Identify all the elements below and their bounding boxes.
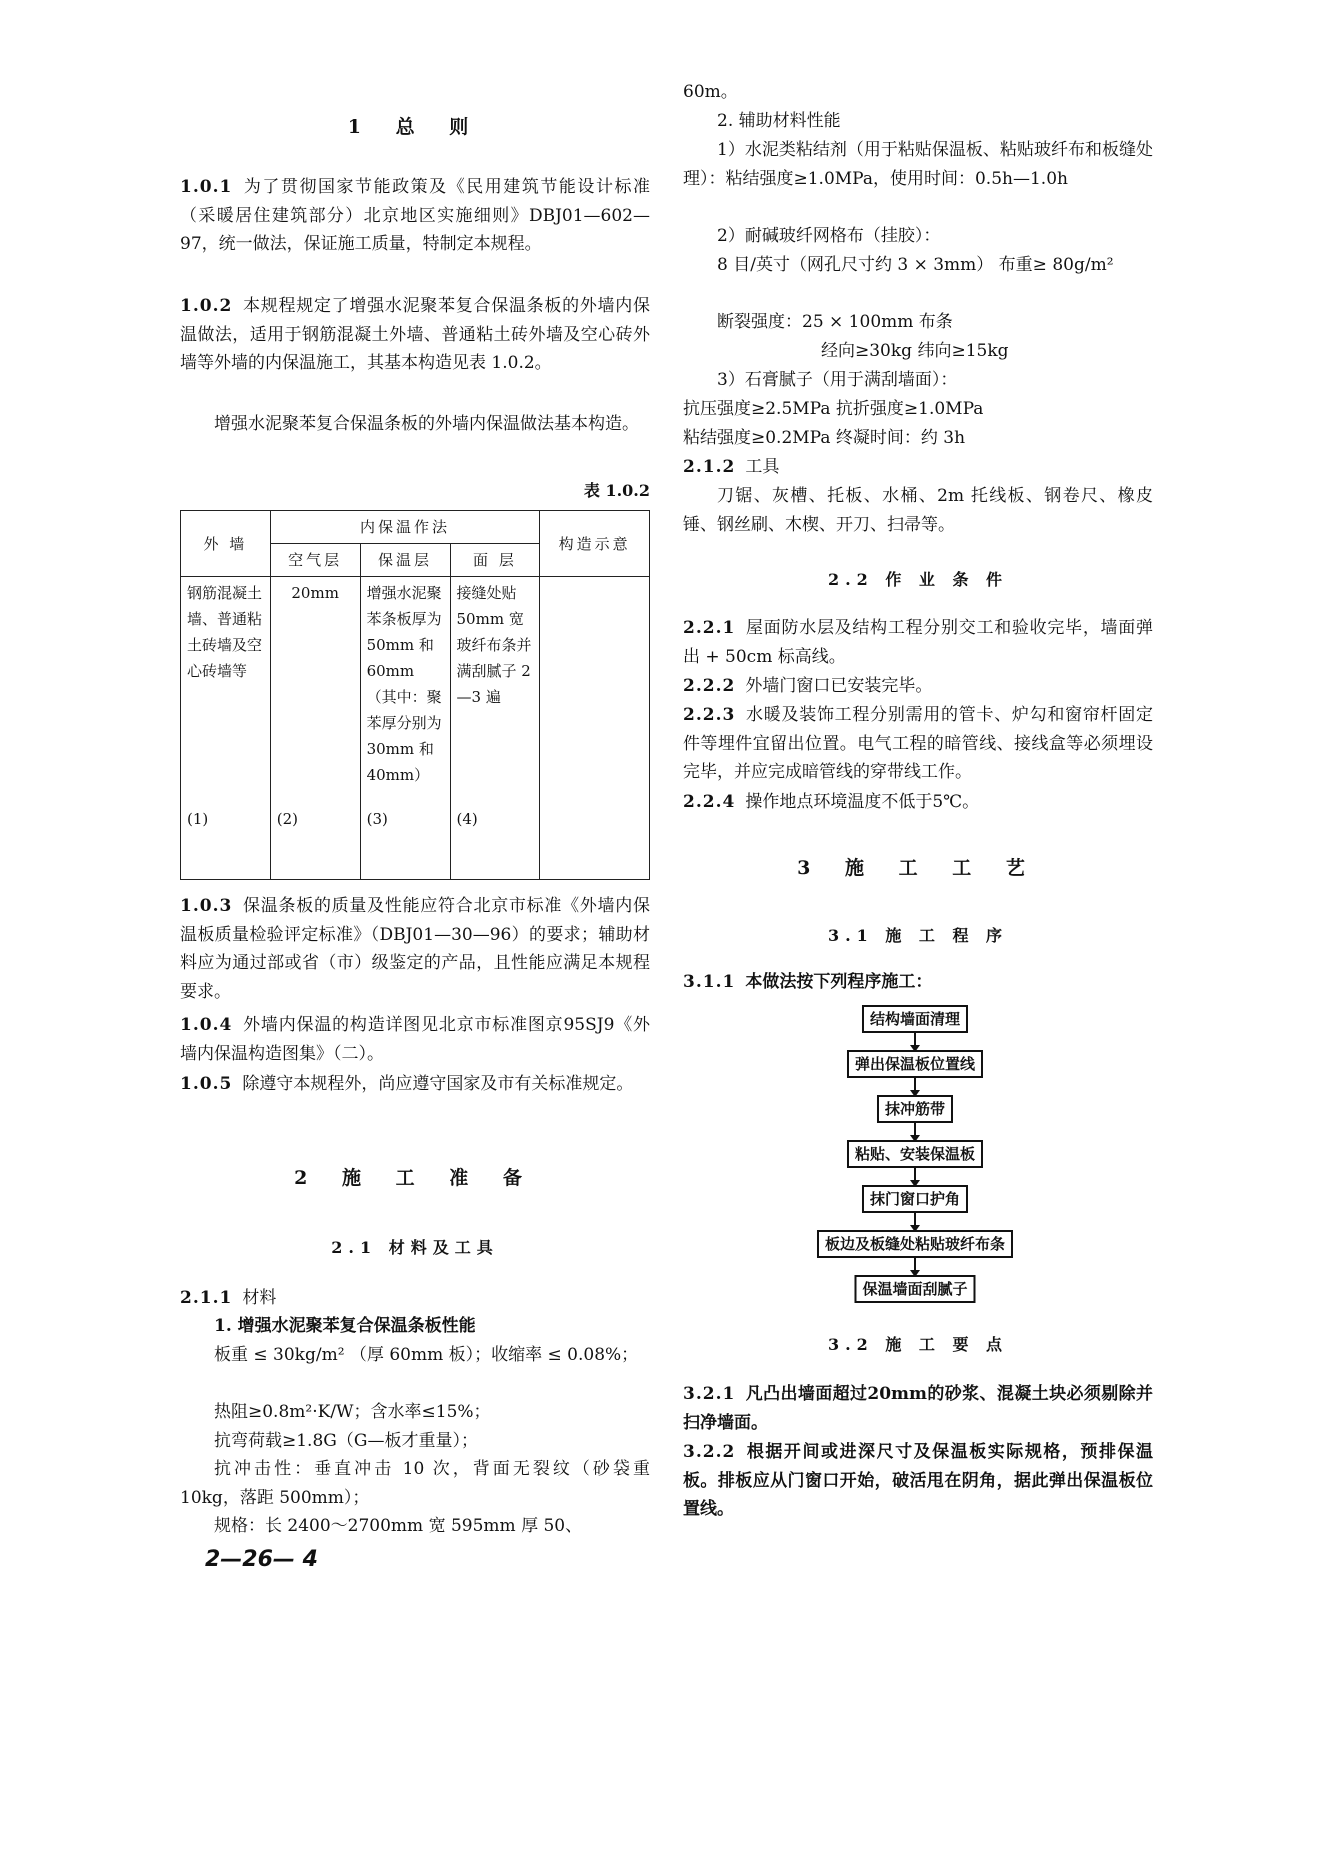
clause-number: 2.2.2 xyxy=(683,676,736,696)
clause-text: 保温条板的质量及性能应符合北京市标准《外墙内保温板质量检验评定标准》（DBJ01—30—96）的要求；辅助材料应为通过部或省（市）级鉴定的产品，且性能应满足本规程要求。 xyxy=(180,896,650,1002)
clause-number: 3.2.2 xyxy=(683,1442,736,1462)
flow-arrow xyxy=(914,1032,916,1046)
section-3-2-title: 3.2 施 工 要 点 xyxy=(827,1335,1009,1354)
flow-step-1: 结构墙面清理 xyxy=(862,1005,968,1033)
chapter-3-title: 3 施 工 工 艺 xyxy=(797,857,1039,879)
flow-step-4: 粘贴、安装保温板 xyxy=(847,1140,983,1168)
clause-text: 外墙门窗口已安装完毕。 xyxy=(745,676,933,696)
page-number: 2—26— 4 xyxy=(205,1547,318,1572)
clause-2-1-2 xyxy=(683,453,1153,482)
section-3-1-title: 3.1 施 工 程 序 xyxy=(827,926,1009,945)
tools-list: 刀锯、灰槽、托板、水桶、2m 托线板、钢卷尺、橡皮锤、钢丝刷、木楔、开刀、扫帚等。 xyxy=(683,486,1153,535)
clause-text: 根据开间或进深尺寸及保温板实际规格，预排保温板。排板应从门窗口开始，破活甩在阴角，据此弹出保温板位置线。 xyxy=(683,1442,1153,1519)
clause-number: 1.0.5 xyxy=(180,1074,233,1094)
table-cell-insulation-layer xyxy=(360,577,450,880)
clause-text: 外墙内保温的构造详图见北京市标准图京95SJ9《外墙内保温构造图集》（二）。 xyxy=(180,1015,650,1064)
clause-3-2-1 xyxy=(683,1380,1153,1437)
clause-2-2-4 xyxy=(683,788,1153,817)
cell-text: 钢筋混凝土墙、普通粘土砖墙及空心砖墙等 xyxy=(187,584,263,680)
flow-arrow xyxy=(914,1167,916,1181)
section-2-2-title: 2.2 作 业 条 件 xyxy=(827,570,1009,589)
flow-arrow xyxy=(914,1212,916,1226)
clause-2-2-3 xyxy=(683,701,1153,787)
clause-text: 本做法按下列程序施工： xyxy=(745,972,933,992)
material-2-mesh: 2）耐碱玻纤网格布（挂胶）： xyxy=(717,226,941,246)
section-2-1-title: 2.1 材料及工具 xyxy=(331,1238,499,1257)
clause-2-2-2 xyxy=(683,672,1153,701)
clause-number: 1.0.1 xyxy=(180,177,233,197)
clause-1-0-1 xyxy=(180,173,650,259)
material-2-title: 2. 辅助材料性能 xyxy=(717,111,841,131)
cell-text: 20mm xyxy=(291,584,339,602)
material-1-spec: 规格：长 2400～2700mm 宽 595mm 厚 50、 xyxy=(214,1516,583,1536)
clause-text: 凡凸出墙面超过20mm的砂浆、混凝土块必须剔除并扫净墙面。 xyxy=(683,1384,1153,1433)
chapter-2-title: 2 施 工 准 备 xyxy=(294,1167,536,1189)
table-cell-face-layer xyxy=(450,577,540,880)
table-cell-outer-wall xyxy=(181,577,271,880)
clause-number: 3.1.1 xyxy=(683,972,736,992)
flow-arrow xyxy=(914,1077,916,1091)
cell-index: (1) xyxy=(187,810,209,828)
clause-3-2-2 xyxy=(683,1438,1153,1524)
flow-arrow xyxy=(914,1257,916,1271)
material-2-putty: 3）石膏腻子（用于满刮墙面）： xyxy=(717,370,958,390)
clause-number: 1.0.2 xyxy=(180,296,233,316)
material-1-title: 1. 增强水泥聚苯复合保温条板性能 xyxy=(214,1316,476,1336)
clause-text: 操作地点环境温度不低于5℃。 xyxy=(745,792,980,812)
clause-2-2-1 xyxy=(683,614,1153,671)
table-header-diagram: 构造示意 xyxy=(540,511,650,577)
spec-continuation: 60m。 xyxy=(683,82,738,102)
clause-number: 3.2.1 xyxy=(683,1384,736,1404)
material-2-putty-bond: 粘结强度≥0.2MPa 终凝时间：约 3h xyxy=(683,428,966,448)
clause-1-0-3 xyxy=(180,892,650,1006)
material-2-mesh-direction: 经向≥30kg 纬向≥15kg xyxy=(821,341,1009,361)
cell-index: (4) xyxy=(456,810,478,828)
clause-1-0-2-note: 增强水泥聚苯复合保温条板的外墙内保温做法基本构造。 xyxy=(214,414,639,434)
clause-text: 除遵守本规程外，尚应遵守国家及市有关标准规定。 xyxy=(242,1074,634,1094)
clause-text: 水暖及装饰工程分别需用的管卡、炉勾和窗帘杆固定件等埋件宜留出位置。电气工程的暗管线、接线盒等必须埋设完毕，并应完成暗管线的穿带线工作。 xyxy=(683,705,1153,782)
cell-text: 增强水泥聚苯条板厚为50mm 和60mm（其中：聚苯厚分别为30mm 和40mm） xyxy=(366,584,442,784)
construction-table xyxy=(180,510,650,880)
flow-step-6: 板边及板缝处粘贴玻纤布条 xyxy=(817,1230,1013,1258)
clause-number: 2.1.2 xyxy=(683,457,736,477)
material-2-putty-compressive: 抗压强度≥2.5MPa 抗折强度≥1.0MPa xyxy=(683,399,984,419)
clause-number: 2.2.1 xyxy=(683,618,736,638)
clause-text: 为了贯彻国家节能政策及《民用建筑节能设计标准（采暖居住建筑部分）北京地区实施细则》DBJ01—602—97，统一做法，保证施工质量，特制定本规程。 xyxy=(180,177,650,254)
clause-number: 1.0.4 xyxy=(180,1015,233,1035)
material-2-adhesive: 1）水泥类粘结剂（用于粘贴保温板、粘贴玻纤布和板缝处理）：粘结强度≥1.0MPa，使用时间：0.5h—1.0h xyxy=(683,140,1153,189)
table-cell-air-layer xyxy=(270,577,360,880)
clause-1-0-5 xyxy=(180,1070,650,1099)
material-1-impact: 抗冲击性：垂直冲击 10 次，背面无裂纹（砂袋重 10kg，落距 500mm）； xyxy=(180,1459,650,1508)
material-1-thermal: 热阻≥0.8m²·K/W；含水率≤15%； xyxy=(214,1402,491,1422)
clause-text: 工具 xyxy=(745,457,780,477)
table-cell-diagram xyxy=(540,577,650,880)
clause-1-0-4 xyxy=(180,1011,650,1068)
material-2-mesh-strength: 断裂强度：25 × 100mm 布条 xyxy=(717,312,953,332)
flow-step-3: 抹冲筋带 xyxy=(877,1095,953,1123)
clause-2-1-1 xyxy=(180,1284,650,1313)
clause-1-0-2 xyxy=(180,292,650,378)
table-header-air-layer: 空气层 xyxy=(270,544,360,577)
flow-step-7: 保温墙面刮腻子 xyxy=(854,1275,975,1303)
flow-arrow xyxy=(914,1122,916,1136)
table-label: 表 1.0.2 xyxy=(583,481,650,500)
clause-number: 2.2.4 xyxy=(683,792,736,812)
clause-3-1-1 xyxy=(683,968,1153,997)
clause-text: 本规程规定了增强水泥聚苯复合保温条板的外墙内保温做法，适用于钢筋混凝土外墙、普通粘土砖外墙及空心砖外墙等外墙的内保温施工，其基本构造见表 1.0.2。 xyxy=(180,296,650,373)
flow-step-5: 抹门窗口护角 xyxy=(862,1185,968,1213)
table-header-face-layer: 面 层 xyxy=(450,544,540,577)
clause-text: 材料 xyxy=(242,1288,277,1308)
table-header-outer-wall: 外 墙 xyxy=(181,511,271,577)
clause-number: 2.2.3 xyxy=(683,705,736,725)
cell-index: (2) xyxy=(276,810,298,828)
clause-number: 1.0.3 xyxy=(180,896,233,916)
material-2-mesh-weight: 8 目/英寸（网孔尺寸约 3 × 3mm） 布重≥ 80g/m² xyxy=(717,255,1114,275)
clause-number: 2.1.1 xyxy=(180,1288,233,1308)
table-header-insulation-layer: 保温层 xyxy=(360,544,450,577)
table-header-inner-insulation: 内保温作法 xyxy=(270,511,540,544)
cell-index: (3) xyxy=(366,810,388,828)
flow-step-2: 弹出保温板位置线 xyxy=(847,1050,983,1078)
material-1-bending: 抗弯荷载≥1.8G（G—板才重量）； xyxy=(214,1431,478,1451)
clause-text: 屋面防水层及结构工程分别交工和验收完毕，墙面弹出 + 50cm 标高线。 xyxy=(683,618,1153,667)
chapter-1-title: 1 总 则 xyxy=(347,116,483,138)
material-1-weight: 板重 ≤ 30kg/m² （厚 60mm 板）；收缩率 ≤ 0.08%； xyxy=(214,1345,639,1365)
cell-text: 接缝处贴 50mm 宽玻纤布条并满刮腻子 2—3 遍 xyxy=(456,584,532,706)
